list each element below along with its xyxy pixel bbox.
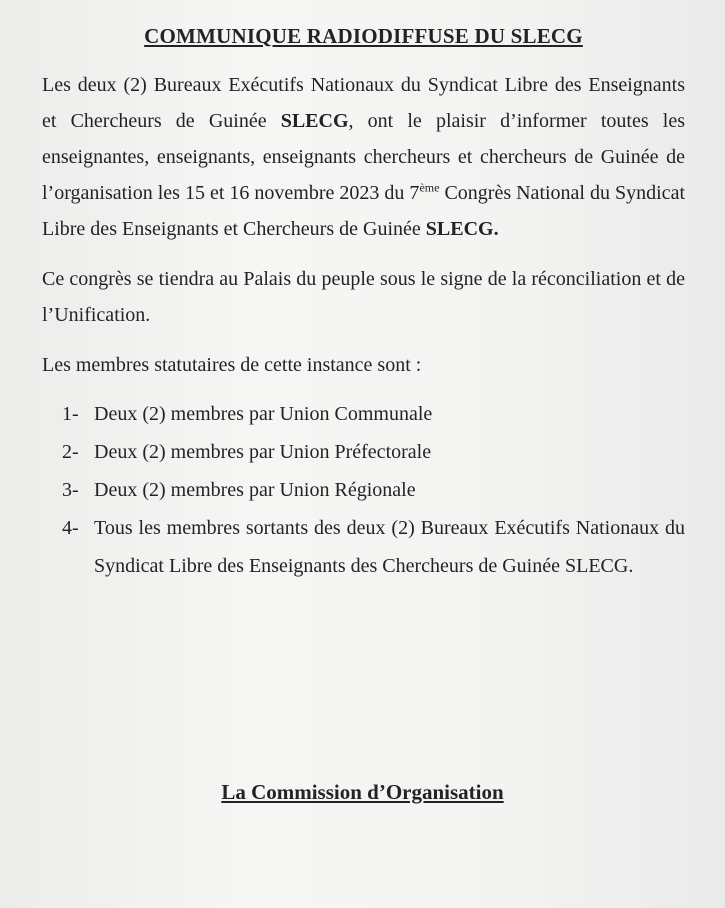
signature-line: La Commission d’Organisation: [221, 780, 504, 804]
list-item: [62, 509, 685, 585]
list-item-number: 1-: [62, 403, 79, 425]
paragraph1-text-middle: , ont le plaisir d’informer toutes les enseignantes, enseignants, enseignants chercheurs et chercheurs de Guinée de l’organisation les 15 et 16 novembre 2023 du 7: [42, 110, 685, 204]
list-item-text: Deux (2) membres par Union Régionale: [94, 479, 416, 501]
list-item: [62, 433, 685, 471]
announcement-paragraph: [42, 67, 685, 247]
paragraph1-text-before: Les deux (2) Bureaux Exécutifs Nationaux du Syndicat Libre des Enseignants et Chercheurs de Guinée: [42, 74, 685, 132]
paragraph1-bold-acronym-end: SLECG.: [425, 218, 499, 240]
members-intro-paragraph: Les membres statutaires de cette instance sont :: [42, 354, 422, 376]
paragraph1-bold-acronym: SLECG: [280, 110, 349, 132]
list-item: [62, 395, 685, 433]
document-title: COMMUNIQUE RADIODIFFUSE DU SLECG: [144, 24, 583, 48]
list-item-number: 3-: [62, 479, 79, 501]
list-item: [62, 471, 685, 509]
list-item-number: 2-: [62, 441, 79, 463]
list-item-number: 4-: [62, 517, 79, 539]
list-item-text: Deux (2) membres par Union Communale: [94, 403, 433, 425]
list-item-text: Tous les membres sortants des deux (2) Bureaux Exécutifs Nationaux du Syndicat Libre des Enseignants des Chercheurs de Guinée SLECG.: [94, 517, 685, 577]
list-item-text: Deux (2) membres par Union Préfectorale: [94, 441, 432, 463]
venue-paragraph: Ce congrès se tiendra au Palais du peuple sous le signe de la réconciliation et de l’Unification.: [42, 268, 685, 326]
statutory-members-list: [42, 395, 685, 585]
paragraph1-text-end: Congrès National du Syndicat Libre des Enseignants et Chercheurs de Guinée: [42, 182, 685, 240]
ordinal-superscript: ème: [419, 180, 440, 195]
